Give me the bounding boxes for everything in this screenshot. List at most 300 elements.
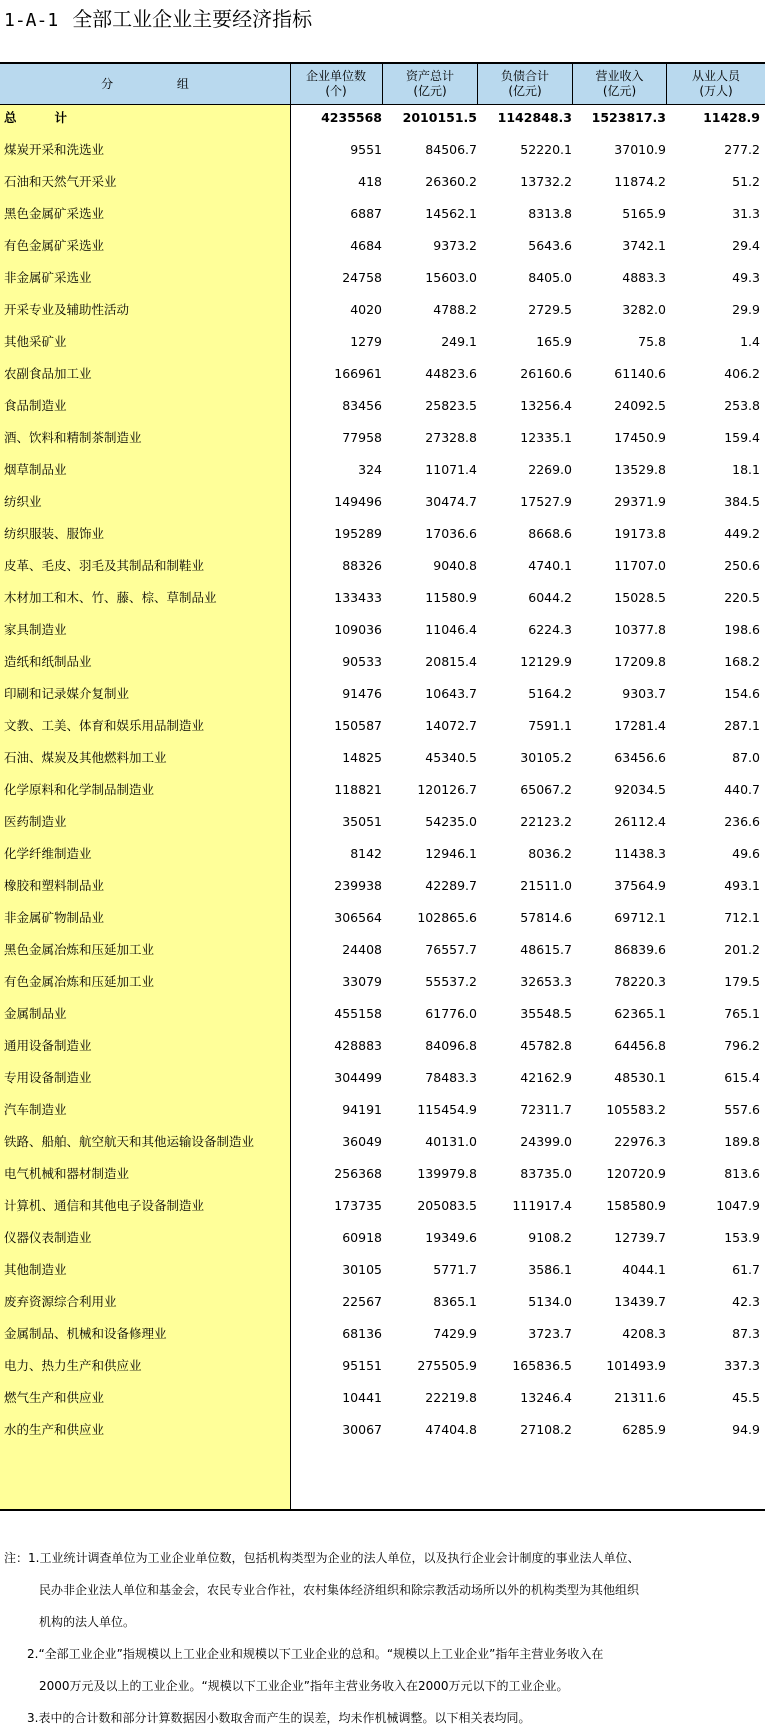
footnote-text: 机构的法人单位。 <box>39 1615 136 1629</box>
cell-enterprise-count: 9551 <box>350 142 382 157</box>
cell-revenue: 48530.1 <box>614 1070 666 1085</box>
cell-total-liabilities: 12335.1 <box>520 430 572 445</box>
cell-revenue: 3742.1 <box>622 238 666 253</box>
cell-total-liabilities: 48615.7 <box>520 942 572 957</box>
cell-total-liabilities: 21511.0 <box>520 878 572 893</box>
cell-revenue: 17281.4 <box>614 718 666 733</box>
cell-revenue: 105583.2 <box>606 1102 666 1117</box>
table-row <box>0 1190 765 1222</box>
cell-revenue: 13529.8 <box>614 462 666 477</box>
table-row <box>0 934 765 966</box>
cell-enterprise-count: 324 <box>358 462 382 477</box>
cell-revenue: 26112.4 <box>614 814 666 829</box>
cell-employees: 42.3 <box>732 1294 760 1309</box>
cell-employees: 168.2 <box>724 654 760 669</box>
cell-total-assets: 47404.8 <box>425 1422 477 1437</box>
cell-total-assets: 40131.0 <box>425 1134 477 1149</box>
cell-total-assets: 20815.4 <box>425 654 477 669</box>
table-row <box>0 966 765 998</box>
cell-employees: 18.1 <box>732 462 760 477</box>
cell-total-liabilities: 35548.5 <box>520 1006 572 1021</box>
table-row <box>0 710 765 742</box>
row-label: 专用设备制造业 <box>4 1070 92 1085</box>
cell-employees: 11428.9 <box>703 110 760 125</box>
cell-employees: 796.2 <box>724 1038 760 1053</box>
cell-total-assets: 5771.7 <box>433 1262 477 1277</box>
cell-total-liabilities: 5164.2 <box>528 686 572 701</box>
cell-revenue: 4208.3 <box>622 1326 666 1341</box>
cell-revenue: 17450.9 <box>614 430 666 445</box>
cell-total-liabilities: 65067.2 <box>520 782 572 797</box>
header-line2: (亿元) <box>602 84 637 98</box>
cell-total-assets: 25823.5 <box>425 398 477 413</box>
cell-employees: 201.2 <box>724 942 760 957</box>
cell-total-liabilities: 13732.2 <box>520 174 572 189</box>
footnote-line <box>4 1606 759 1638</box>
cell-revenue: 11874.2 <box>614 174 666 189</box>
cell-total-liabilities: 52220.1 <box>520 142 572 157</box>
table-row <box>0 198 765 230</box>
table-row <box>0 742 765 774</box>
cell-total-liabilities: 9108.2 <box>528 1230 572 1245</box>
header-revenue <box>573 64 666 104</box>
table-row <box>0 614 765 646</box>
cell-revenue: 10377.8 <box>614 622 666 637</box>
cell-employees: 61.7 <box>732 1262 760 1277</box>
header-line1: 资产总计 <box>405 69 454 83</box>
table-row <box>0 358 765 390</box>
cell-total-liabilities: 22123.2 <box>520 814 572 829</box>
cell-revenue: 86839.6 <box>614 942 666 957</box>
row-label: 电气机械和器材制造业 <box>4 1166 130 1181</box>
header-total-liabilities <box>478 64 572 104</box>
row-label: 金属制品、机械和设备修理业 <box>4 1326 167 1341</box>
cell-revenue: 3282.0 <box>622 302 666 317</box>
table-row <box>0 774 765 806</box>
table-row <box>0 1094 765 1126</box>
row-label: 化学纤维制造业 <box>4 846 92 861</box>
cell-enterprise-count: 304499 <box>334 1070 382 1085</box>
cell-total-liabilities: 13256.4 <box>520 398 572 413</box>
table-row <box>0 838 765 870</box>
cell-enterprise-count: 173735 <box>334 1198 382 1213</box>
row-label: 纺织服装、服饰业 <box>4 526 105 541</box>
table-name: 全部工业企业主要经济指标 <box>72 7 313 31</box>
footnote-text: 3.表中的合计数和部分计算数据因小数取舍而产生的误差，均未作机械调整。以下相关表均同。 <box>27 1711 531 1725</box>
cell-total-assets: 84096.8 <box>425 1038 477 1053</box>
cell-employees: 449.2 <box>724 526 760 541</box>
cell-enterprise-count: 30105 <box>342 1262 382 1277</box>
header-divider <box>477 64 478 104</box>
cell-revenue: 61140.6 <box>614 366 666 381</box>
cell-total-liabilities: 6224.3 <box>528 622 572 637</box>
row-label: 非金属矿物制品业 <box>4 910 105 925</box>
row-label: 总计 <box>4 110 106 125</box>
cell-total-liabilities: 8313.8 <box>528 206 572 221</box>
cell-total-assets: 14562.1 <box>425 206 477 221</box>
cell-employees: 189.8 <box>724 1134 760 1149</box>
header-line2: (万人) <box>699 84 733 98</box>
cell-enterprise-count: 306564 <box>334 910 382 925</box>
row-label: 计算机、通信和其他电子设备制造业 <box>4 1198 205 1213</box>
footnote-line <box>4 1702 759 1734</box>
cell-total-liabilities: 17527.9 <box>520 494 572 509</box>
cell-total-liabilities: 2729.5 <box>528 302 572 317</box>
cell-total-liabilities: 45782.8 <box>520 1038 572 1053</box>
row-label: 燃气生产和供应业 <box>4 1390 105 1405</box>
row-label: 通用设备制造业 <box>4 1038 92 1053</box>
row-label: 橡胶和塑料制品业 <box>4 878 105 893</box>
footnotes <box>4 1542 759 1734</box>
row-label: 其他制造业 <box>4 1262 67 1277</box>
cell-total-liabilities: 111917.4 <box>512 1198 572 1213</box>
cell-employees: 765.1 <box>724 1006 760 1021</box>
cell-total-assets: 11046.4 <box>425 622 477 637</box>
cell-employees: 153.9 <box>724 1230 760 1245</box>
table-row <box>0 1062 765 1094</box>
page-title <box>4 6 312 32</box>
cell-total-liabilities: 24399.0 <box>520 1134 572 1149</box>
table-row <box>0 1318 765 1350</box>
header-line2: (亿元) <box>508 84 542 98</box>
cell-total-liabilities: 5134.0 <box>528 1294 572 1309</box>
cell-employees: 179.5 <box>724 974 760 989</box>
cell-total-assets: 54235.0 <box>425 814 477 829</box>
row-label: 皮革、毛皮、羽毛及其制品和制鞋业 <box>4 558 205 573</box>
cell-total-liabilities: 12129.9 <box>520 654 572 669</box>
cell-employees: 159.4 <box>724 430 760 445</box>
cell-enterprise-count: 4684 <box>350 238 382 253</box>
cell-total-assets: 15603.0 <box>425 270 477 285</box>
cell-employees: 250.6 <box>724 558 760 573</box>
table-row <box>0 1030 765 1062</box>
cell-total-liabilities: 42162.9 <box>520 1070 572 1085</box>
cell-employees: 712.1 <box>724 910 760 925</box>
cell-total-assets: 44823.6 <box>425 366 477 381</box>
row-label: 木材加工和木、竹、藤、棕、草制品业 <box>4 590 217 605</box>
cell-revenue: 11438.3 <box>614 846 666 861</box>
header-divider <box>572 64 573 104</box>
row-label: 煤炭开采和洗选业 <box>4 142 105 157</box>
cell-revenue: 17209.8 <box>614 654 666 669</box>
cell-total-assets: 78483.3 <box>425 1070 477 1085</box>
cell-employees: 87.3 <box>732 1326 760 1341</box>
cell-revenue: 13439.7 <box>614 1294 666 1309</box>
table-row <box>0 294 765 326</box>
row-label: 其他采矿业 <box>4 334 67 349</box>
cell-enterprise-count: 24408 <box>342 942 382 957</box>
table-row <box>0 582 765 614</box>
footnote-text: 2.“全部工业企业”指规模以上工业企业和规模以下工业企业的总和。“规模以上工业企业”指年主营业务收入在 <box>27 1647 604 1661</box>
table-row <box>0 1382 765 1414</box>
row-label: 印刷和记录媒介复制业 <box>4 686 130 701</box>
cell-employees: 337.3 <box>724 1358 760 1373</box>
cell-enterprise-count: 90533 <box>342 654 382 669</box>
cell-revenue: 4044.1 <box>622 1262 666 1277</box>
cell-total-assets: 275505.9 <box>417 1358 477 1373</box>
cell-total-liabilities: 165.9 <box>536 334 572 349</box>
cell-total-liabilities: 57814.6 <box>520 910 572 925</box>
row-label: 有色金属冶炼和压延加工业 <box>4 974 155 989</box>
cell-enterprise-count: 77958 <box>342 430 382 445</box>
row-label: 开采专业及辅助性活动 <box>4 302 130 317</box>
cell-total-liabilities: 8668.6 <box>528 526 572 541</box>
cell-total-assets: 139979.8 <box>417 1166 477 1181</box>
footnote-line <box>4 1670 759 1702</box>
cell-revenue: 11707.0 <box>614 558 666 573</box>
table-row <box>0 486 765 518</box>
row-label: 食品制造业 <box>4 398 67 413</box>
cell-enterprise-count: 118821 <box>334 782 382 797</box>
header-total-assets <box>383 64 477 104</box>
cell-total-assets: 61776.0 <box>425 1006 477 1021</box>
cell-enterprise-count: 149496 <box>334 494 382 509</box>
cell-employees: 406.2 <box>724 366 760 381</box>
row-label: 有色金属矿采选业 <box>4 238 105 253</box>
cell-revenue: 22976.3 <box>614 1134 666 1149</box>
cell-total-assets: 11071.4 <box>425 462 477 477</box>
row-label: 烟草制品业 <box>4 462 67 477</box>
cell-revenue: 15028.5 <box>614 590 666 605</box>
row-label: 纺织业 <box>4 494 42 509</box>
cell-enterprise-count: 1279 <box>350 334 382 349</box>
cell-enterprise-count: 4020 <box>350 302 382 317</box>
cell-employees: 51.2 <box>732 174 760 189</box>
row-label: 家具制造业 <box>4 622 67 637</box>
cell-total-assets: 120126.7 <box>417 782 477 797</box>
cell-employees: 615.4 <box>724 1070 760 1085</box>
table-bottom-rule <box>0 1509 765 1511</box>
cell-total-assets: 55537.2 <box>425 974 477 989</box>
cell-total-liabilities: 32653.3 <box>520 974 572 989</box>
header-line2: (亿元) <box>413 84 447 98</box>
cell-total-assets: 102865.6 <box>417 910 477 925</box>
cell-employees: 277.2 <box>724 142 760 157</box>
table-row <box>0 1254 765 1286</box>
cell-enterprise-count: 14825 <box>342 750 382 765</box>
cell-employees: 813.6 <box>724 1166 760 1181</box>
cell-revenue: 12739.7 <box>614 1230 666 1245</box>
header-enterprise-count <box>290 64 382 104</box>
header-line1: 负债合计 <box>500 69 549 83</box>
cell-revenue: 92034.5 <box>614 782 666 797</box>
cell-total-liabilities: 3723.7 <box>528 1326 572 1341</box>
cell-revenue: 101493.9 <box>606 1358 666 1373</box>
cell-enterprise-count: 8142 <box>350 846 382 861</box>
cell-employees: 29.9 <box>732 302 760 317</box>
header-employees <box>667 64 765 104</box>
table-row <box>0 902 765 934</box>
row-label: 文教、工美、体育和娱乐用品制造业 <box>4 718 205 733</box>
cell-revenue: 69712.1 <box>614 910 666 925</box>
cell-total-assets: 27328.8 <box>425 430 477 445</box>
header-line2: (个) <box>325 84 347 98</box>
cell-total-liabilities: 13246.4 <box>520 1390 572 1405</box>
cell-employees: 31.3 <box>732 206 760 221</box>
table-row <box>0 870 765 902</box>
table-row <box>0 1126 765 1158</box>
cell-employees: 384.5 <box>724 494 760 509</box>
footnote-text: 民办非企业法人单位和基金会，农民专业合作社，农村集体经济组织和除宗教活动场所以外的机构类型为其他组织 <box>39 1583 640 1597</box>
cell-total-assets: 76557.7 <box>425 942 477 957</box>
cell-enterprise-count: 418 <box>358 174 382 189</box>
cell-total-assets: 12946.1 <box>425 846 477 861</box>
cell-total-assets: 26360.2 <box>425 174 477 189</box>
cell-enterprise-count: 83456 <box>342 398 382 413</box>
header-divider <box>666 64 667 104</box>
header-line1: 营业收入 <box>595 69 644 83</box>
cell-revenue: 24092.5 <box>614 398 666 413</box>
cell-total-liabilities: 8405.0 <box>528 270 572 285</box>
row-label: 化学原料和化学制品制造业 <box>4 782 155 797</box>
cell-total-liabilities: 1142848.3 <box>497 110 572 125</box>
cell-enterprise-count: 109036 <box>334 622 382 637</box>
row-label: 铁路、船舶、航空航天和其他运输设备制造业 <box>4 1134 255 1149</box>
cell-enterprise-count: 94191 <box>342 1102 382 1117</box>
cell-enterprise-count: 88326 <box>342 558 382 573</box>
cell-employees: 287.1 <box>724 718 760 733</box>
cell-total-assets: 17036.6 <box>425 526 477 541</box>
cell-enterprise-count: 60918 <box>342 1230 382 1245</box>
cell-total-liabilities: 165836.5 <box>512 1358 572 1373</box>
cell-total-assets: 42289.7 <box>425 878 477 893</box>
row-label: 汽车制造业 <box>4 1102 67 1117</box>
row-label: 酒、饮料和精制茶制造业 <box>4 430 142 445</box>
row-label: 黑色金属矿采选业 <box>4 206 105 221</box>
row-label: 石油和天然气开采业 <box>4 174 117 189</box>
table-row <box>0 518 765 550</box>
table-row <box>0 806 765 838</box>
cell-revenue: 37564.9 <box>614 878 666 893</box>
cell-enterprise-count: 10441 <box>342 1390 382 1405</box>
table-row <box>0 1350 765 1382</box>
cell-enterprise-count: 33079 <box>342 974 382 989</box>
cell-total-liabilities: 7591.1 <box>528 718 572 733</box>
table-row <box>0 1414 765 1446</box>
table-row <box>0 326 765 358</box>
cell-total-liabilities: 3586.1 <box>528 1262 572 1277</box>
cell-total-assets: 30474.7 <box>425 494 477 509</box>
cell-enterprise-count: 24758 <box>342 270 382 285</box>
header-line1: 企业单位数 <box>305 69 366 83</box>
header-divider <box>290 64 291 104</box>
cell-total-assets: 84506.7 <box>425 142 477 157</box>
cell-total-liabilities: 83735.0 <box>520 1166 572 1181</box>
cell-total-assets: 14072.7 <box>425 718 477 733</box>
cell-employees: 220.5 <box>724 590 760 605</box>
row-label: 废弃资源综合利用业 <box>4 1294 117 1309</box>
cell-total-assets: 249.1 <box>441 334 477 349</box>
table-body <box>0 102 765 1446</box>
table-row <box>0 678 765 710</box>
cell-enterprise-count: 95151 <box>342 1358 382 1373</box>
cell-total-assets: 2010151.5 <box>402 110 477 125</box>
cell-revenue: 62365.1 <box>614 1006 666 1021</box>
row-label: 电力、热力生产和供应业 <box>4 1358 142 1373</box>
table-row-total <box>0 102 765 134</box>
cell-revenue: 5165.9 <box>622 206 666 221</box>
cell-total-assets: 9373.2 <box>433 238 477 253</box>
cell-enterprise-count: 428883 <box>334 1038 382 1053</box>
row-label: 造纸和纸制品业 <box>4 654 92 669</box>
table-row <box>0 166 765 198</box>
cell-revenue: 21311.6 <box>614 1390 666 1405</box>
cell-revenue: 29371.9 <box>614 494 666 509</box>
cell-revenue: 78220.3 <box>614 974 666 989</box>
table-row <box>0 230 765 262</box>
row-label: 非金属矿采选业 <box>4 270 92 285</box>
table-row <box>0 998 765 1030</box>
table-row <box>0 1158 765 1190</box>
row-label: 农副食品加工业 <box>4 366 92 381</box>
row-label: 医药制造业 <box>4 814 67 829</box>
cell-revenue: 75.8 <box>638 334 666 349</box>
cell-enterprise-count: 150587 <box>334 718 382 733</box>
table-row <box>0 1286 765 1318</box>
cell-employees: 557.6 <box>724 1102 760 1117</box>
row-label: 金属制品业 <box>4 1006 67 1021</box>
footnote-line <box>4 1638 759 1670</box>
cell-total-assets: 4788.2 <box>433 302 477 317</box>
cell-total-liabilities: 2269.0 <box>528 462 572 477</box>
cell-employees: 94.9 <box>732 1422 760 1437</box>
row-label: 仪器仪表制造业 <box>4 1230 92 1245</box>
row-label: 黑色金属冶炼和压延加工业 <box>4 942 155 957</box>
header-group: 分 组 <box>101 76 219 91</box>
cell-enterprise-count: 455158 <box>334 1006 382 1021</box>
row-label: 水的生产和供应业 <box>4 1422 105 1437</box>
cell-enterprise-count: 6887 <box>350 206 382 221</box>
cell-total-liabilities: 4740.1 <box>528 558 572 573</box>
cell-enterprise-count: 239938 <box>334 878 382 893</box>
cell-total-assets: 9040.8 <box>433 558 477 573</box>
cell-total-liabilities: 27108.2 <box>520 1422 572 1437</box>
cell-enterprise-count: 133433 <box>334 590 382 605</box>
cell-enterprise-count: 22567 <box>342 1294 382 1309</box>
cell-total-assets: 19349.6 <box>425 1230 477 1245</box>
table-row <box>0 454 765 486</box>
cell-revenue: 64456.8 <box>614 1038 666 1053</box>
cell-employees: 440.7 <box>724 782 760 797</box>
cell-enterprise-count: 68136 <box>342 1326 382 1341</box>
cell-revenue: 4883.3 <box>622 270 666 285</box>
cell-total-liabilities: 5643.6 <box>528 238 572 253</box>
cell-total-liabilities: 6044.2 <box>528 590 572 605</box>
cell-revenue: 1523817.3 <box>591 110 666 125</box>
cell-enterprise-count: 35051 <box>342 814 382 829</box>
table-row <box>0 390 765 422</box>
footnote-text: 1.工业统计调查单位为工业企业单位数，包括机构类型为企业的法人单位，以及执行企业会计制度的事业法人单位、 <box>28 1551 640 1565</box>
cell-employees: 49.6 <box>732 846 760 861</box>
table-row <box>0 1222 765 1254</box>
cell-enterprise-count: 4235568 <box>321 110 382 125</box>
cell-total-assets: 10643.7 <box>425 686 477 701</box>
table-row <box>0 646 765 678</box>
cell-enterprise-count: 30067 <box>342 1422 382 1437</box>
cell-revenue: 158580.9 <box>606 1198 666 1213</box>
footnote-line <box>4 1574 759 1606</box>
cell-revenue: 37010.9 <box>614 142 666 157</box>
cell-employees: 1047.9 <box>716 1198 760 1213</box>
cell-employees: 49.3 <box>732 270 760 285</box>
cell-total-assets: 205083.5 <box>417 1198 477 1213</box>
cell-total-liabilities: 26160.6 <box>520 366 572 381</box>
cell-enterprise-count: 91476 <box>342 686 382 701</box>
header-line1: 从业人员 <box>691 69 740 83</box>
table-row <box>0 134 765 166</box>
cell-total-liabilities: 72311.7 <box>520 1102 572 1117</box>
cell-total-liabilities: 8036.2 <box>528 846 572 861</box>
